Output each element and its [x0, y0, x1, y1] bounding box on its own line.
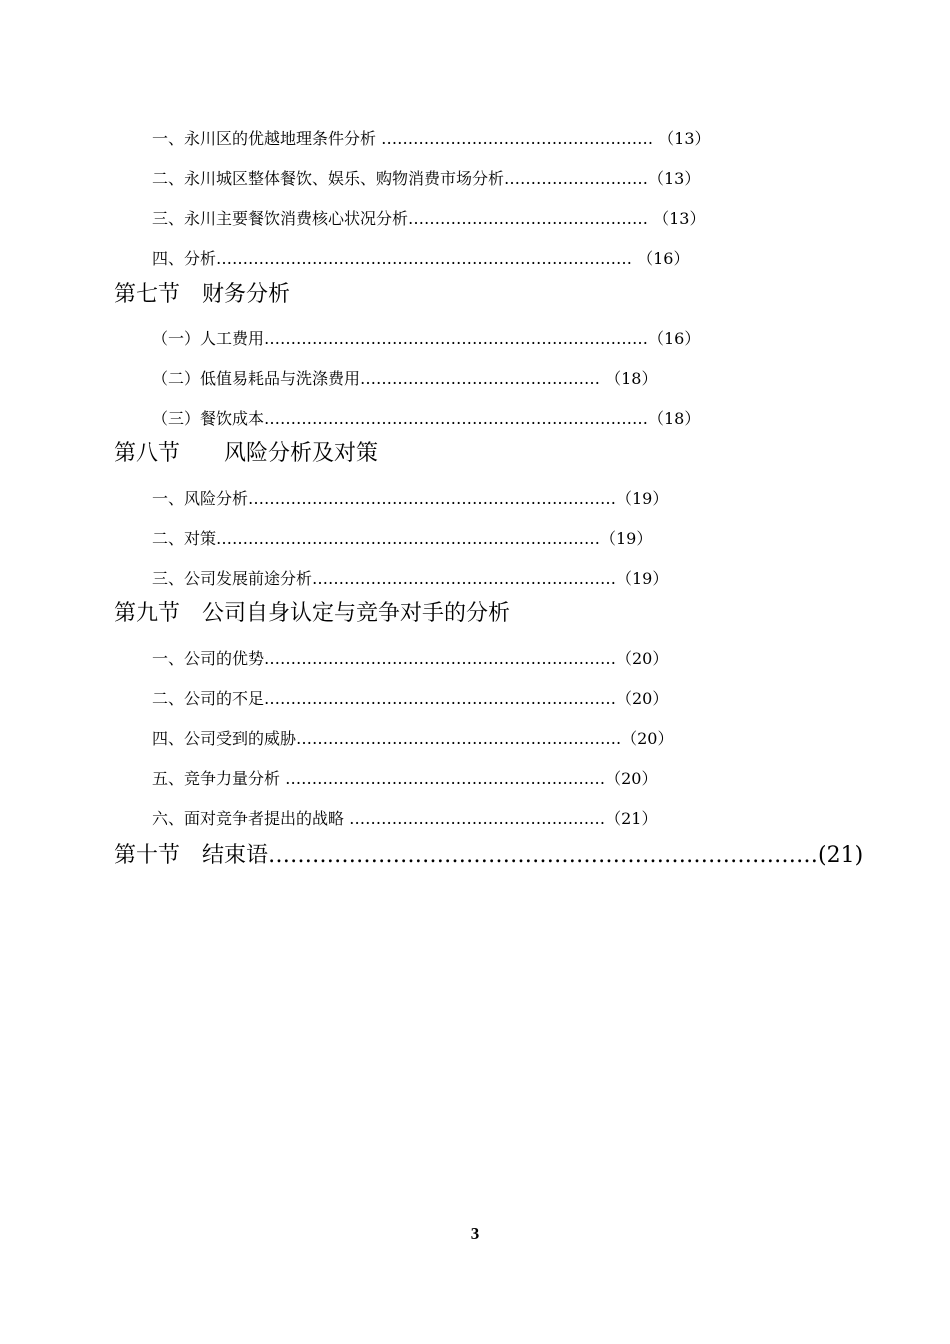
section-heading-8: 第八节 风险分析及对策 — [114, 441, 379, 466]
section-heading-9: 第九节 公司自身认定与竞争对手的分析 — [114, 601, 511, 626]
toc-entry-canyin-hexin: 三、永川主要餐饮消费核心状况分析……………………………………… （13） — [152, 209, 706, 228]
toc-entry-qiantu: 三、公司发展前途分析…………………………………………………（19） — [152, 569, 669, 588]
section-heading-10: 第十节 结束语…………………………………………………………………(21) — [114, 843, 864, 868]
toc-entry-youyue-dili: 一、永川区的优越地理条件分析 …………………………………………… （13） — [152, 129, 711, 148]
toc-entry-chengqu-xiaofei: 二、永川城区整体餐饮、娱乐、购物消费市场分析………………………（13） — [152, 169, 701, 188]
section-heading-7: 第七节 财务分析 — [114, 282, 291, 307]
toc-entry-fenxi: 四、分析…………………………………………………………………… （16） — [152, 249, 690, 268]
toc-entry-fengxian: 一、风险分析……………………………………………………………（19） — [152, 489, 669, 508]
toc-entry-zhanlue: 六、面对竞争者提出的战略 …………………………………………（21） — [152, 809, 658, 828]
toc-entry-canyin-chengben: （三）餐饮成本………………………………………………………………（18） — [152, 409, 701, 428]
toc-entry-rengong: （一）人工费用………………………………………………………………（16） — [152, 329, 701, 348]
page-number: 3 — [470, 1224, 480, 1243]
toc-entry-jingzheng-liliang: 五、竞争力量分析 ……………………………………………………（20） — [152, 769, 658, 788]
toc-entry-buzu: 二、公司的不足…………………………………………………………（20） — [152, 689, 669, 708]
toc-entry-youshi: 一、公司的优势…………………………………………………………（20） — [152, 649, 669, 668]
toc-entry-dizhi: （二）低值易耗品与洗涤费用……………………………………… （18） — [152, 369, 658, 388]
toc-entry-weixie: 四、公司受到的威胁…………………………………………………….（20） — [152, 729, 674, 748]
toc-entry-duice: 二、对策………………………………………………………………（19） — [152, 529, 653, 548]
